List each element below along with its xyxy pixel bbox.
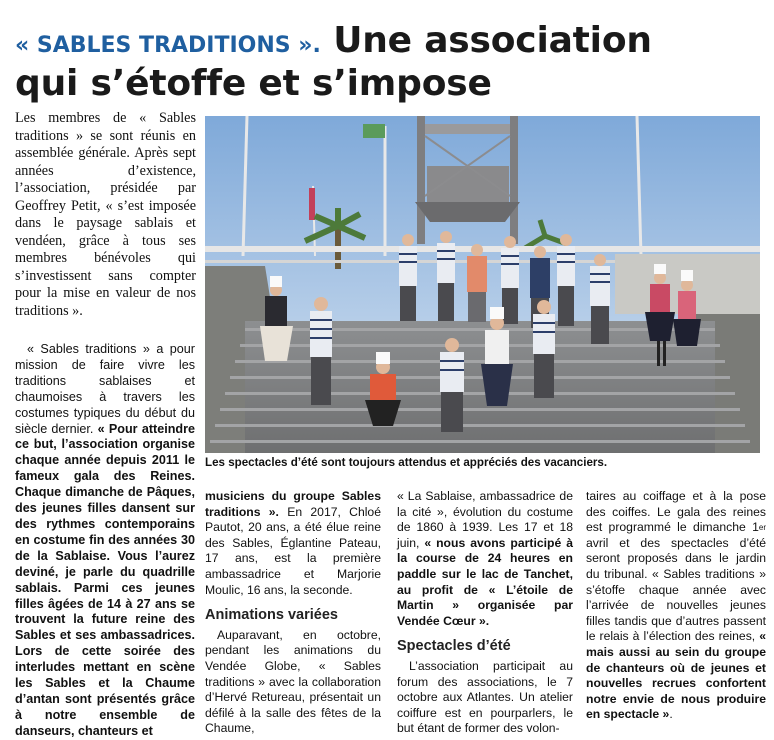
headline-line-2: qui s’étoffe et s’impose: [15, 63, 492, 104]
headline-kicker: « SABLES TRADITIONS ».: [15, 33, 321, 58]
column-4-text-b: avril et des spectacles d’été seront proposés dans le jardin du tribunal. « Sables traditions » s’étoffe chaque année avec l’arrivée de nouvelles jeunes filles tandis que d’autres passent le relais à l’élection des reines,: [586, 535, 766, 644]
column-1: [15, 342, 195, 740]
column-4: [586, 489, 766, 723]
column-1-quote: « Pour atteindre ce but, l’association organise chaque année depuis 2011 le fameux gala des Reines. Chaque dimanche de Pâques, des jeunes filles dansent sur des rythmes contemporains en costume fin des années 30 de la Sablaise. Vous l’aurez deviné, je parle du quadrille sablais. Parmi ces jeunes filles âgées de 14 à 27 ans se trouvent la future reine des Sables et ses ambassadrices. Lors de cette soirée des interludes mettant en scène les Sables et la Chaume d’antan sont présentés grâce à notre ensemble de danseurs, chanteurs et: [15, 421, 196, 738]
column-2-quote: musiciens du groupe Sables traditions ».: [205, 489, 381, 519]
column-3-paragraph-1: [397, 489, 573, 629]
column-3-quote: « nous avons participé à la course de 24 heures en paddle sur le lac de Tanchet, au profit de « L’étoile de Martin » organisée par Vendée Cœur ».: [397, 535, 573, 628]
column-1-text: « Sables traditions » a pour mission de faire vivre les traditions sablaises et chaumoises à travers les costumes typiques du début du siècle dernier.: [15, 342, 195, 436]
column-2-paragraph-2: Auparavant, en octobre, pendant les animations du Vendée Globe, « Sables traditions » avec la collaboration d’Hervé Retureau, présentait un défilé à la salle des fêtes de la Chaume,: [205, 627, 381, 736]
group-photo-illustration: [205, 116, 760, 453]
column-1-paragraph: [15, 342, 195, 740]
headline-title-part-1: Une association: [320, 20, 652, 61]
column-4-quote: « mais aussi au sein du groupe de chanteurs où de jeunes et nouvelles recrues confortent notre envie de nous produire en spectacle »: [586, 629, 766, 722]
headline-line-1: [15, 22, 765, 65]
column-3-text: « La Sablaise, ambassadrice de la cité », évolution du costume de 1860 à 1939. Les 17 et 18 juin,: [397, 489, 573, 550]
lead-text: Les membres de « Sables traditions » se sont réunis en assemblée générale. Après sept années d’existence, l’association, présidée par Geoffrey Petit, « s’est imposée dans le paysage sablais et vendéen, grâce à tous ses membres bénévoles qui s’investissent sans compter pour la mise en valeur de nos traditions ».: [15, 110, 196, 319]
subhead-spectacles: Spectacles d’été: [397, 638, 511, 655]
column-4-superscript: er: [758, 523, 766, 533]
flag: [363, 124, 385, 138]
group-photo: [205, 116, 760, 453]
photo-caption: Les spectacles d’été sont toujours attendus et appréciés des vacanciers.: [205, 456, 608, 469]
headline: [15, 22, 765, 103]
column-2: [205, 489, 381, 737]
subhead-animations: Animations variées: [205, 607, 338, 624]
column-3: [397, 489, 573, 737]
column-4-text-a: taires au coiffage et à la pose des coiffes. Le gala des reines est programmé le dimanche 1: [586, 489, 766, 535]
column-4-paragraph: [586, 489, 766, 723]
column-2-paragraph-1: [205, 489, 381, 598]
column-3-paragraph-2: L’association participait au forum des associations, le 7 octobre aux Atlantes. Un atelier coiffure est en pourparlers, le but étant de former des volon-: [397, 658, 573, 736]
lead-paragraph: [15, 110, 196, 320]
column-4-end: .: [669, 707, 673, 722]
column-2-text: En 2017, Chloé Pautot, 20 ans, a été élue reine des Sables, Églantine Pateau, 17 ans, est la première ambassadrice et Marjorie Moulic, 16 ans, la seconde.: [205, 504, 381, 597]
